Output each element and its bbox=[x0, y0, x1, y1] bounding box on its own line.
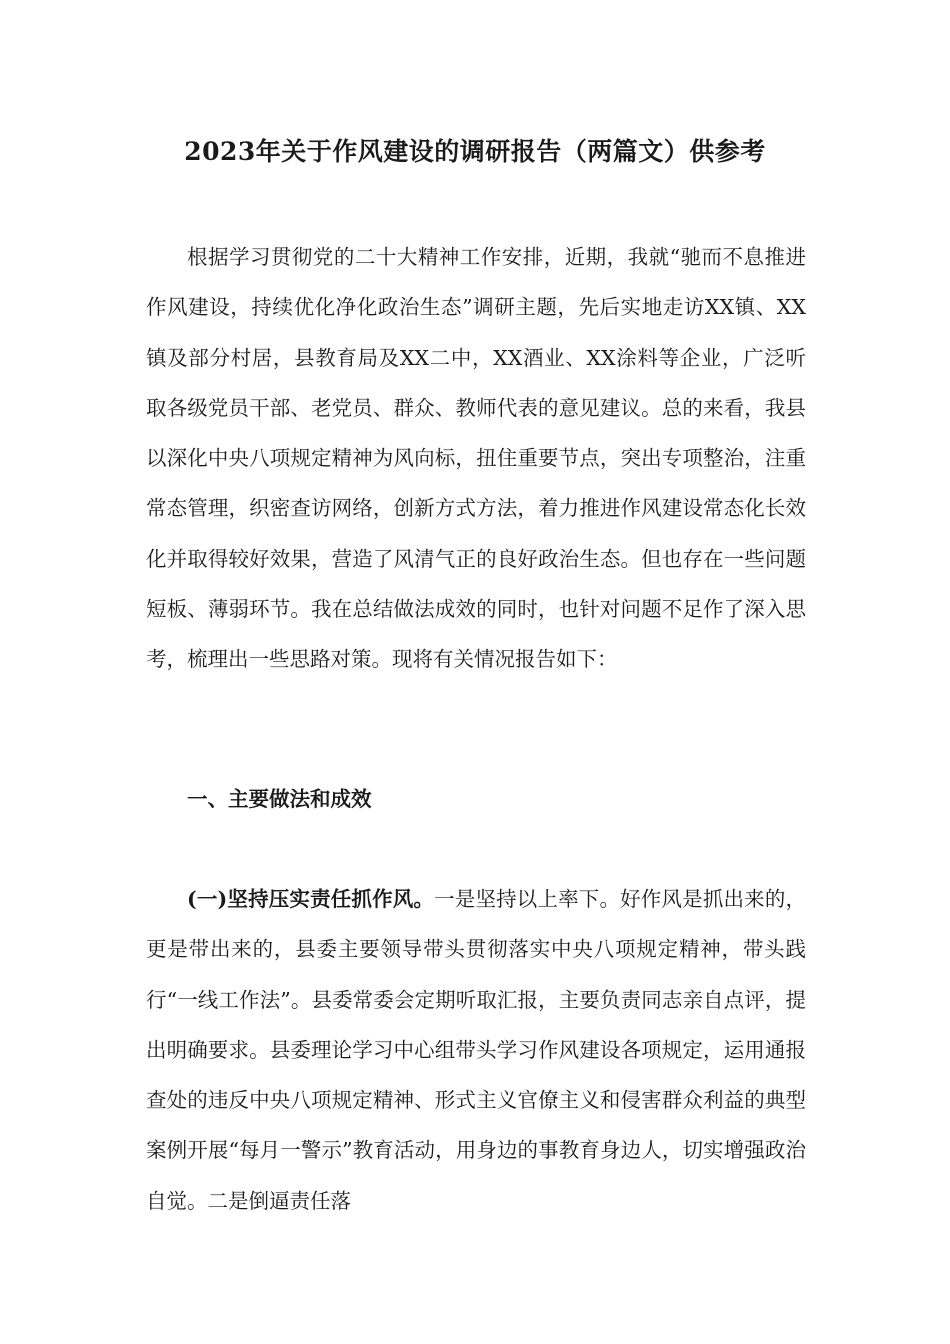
document-title: 2023年关于作风建设的调研报告（两篇文）供参考 bbox=[184, 137, 766, 166]
subsection-lead-heading: (一)坚持压实责任抓作风。 bbox=[187, 887, 435, 911]
subsection-body-text: 一是坚持以上率下。好作风是抓出来的，更是带出来的，县委主要领导带头贯彻落实中央八项规定精神，带头践行“一线工作法”。县委常委会定期听取汇报，主要负责同志亲自点评，提出明确要求。县委理论学习中心组带头学习作风建设各项规定，运用通报查处的违反中央八项规定精神、形式主义官僚主义和侵害群众利益的典型案例开展“每月一警示”教育活动，用身边的事教育身边人，切实增强政治自觉。二是倒逼责任落 bbox=[146, 887, 806, 1213]
section-heading-main-practices: 一、主要做法和成效 bbox=[187, 787, 372, 811]
subsection-paragraph-responsibility bbox=[146, 874, 806, 1226]
intro-paragraph: 根据学习贯彻党的二十大精神工作安排，近期，我就“驰而不息推进作风建设，持续优化净化政治生态”调研主题，先后实地走访XX镇、XX镇及部分村居，县教育局及XX二中，XX酒业、XX涂料等企业，广泛听取各级党员干部、老党员、群众、教师代表的意见建议。总的来看，我县以深化中央八项规定精神为风向标，扭住重要节点，突出专项整治，注重常态管理，织密查访网络，创新方式方法，着力推进作风建设常态化长效化并取得较好效果，营造了风清气正的良好政治生态。但也存在一些问题短板、薄弱环节。我在总结做法成效的同时，也针对问题不足作了深入思考，梳理出一些思路对策。现将有关情况报告如下： bbox=[146, 245, 806, 672]
